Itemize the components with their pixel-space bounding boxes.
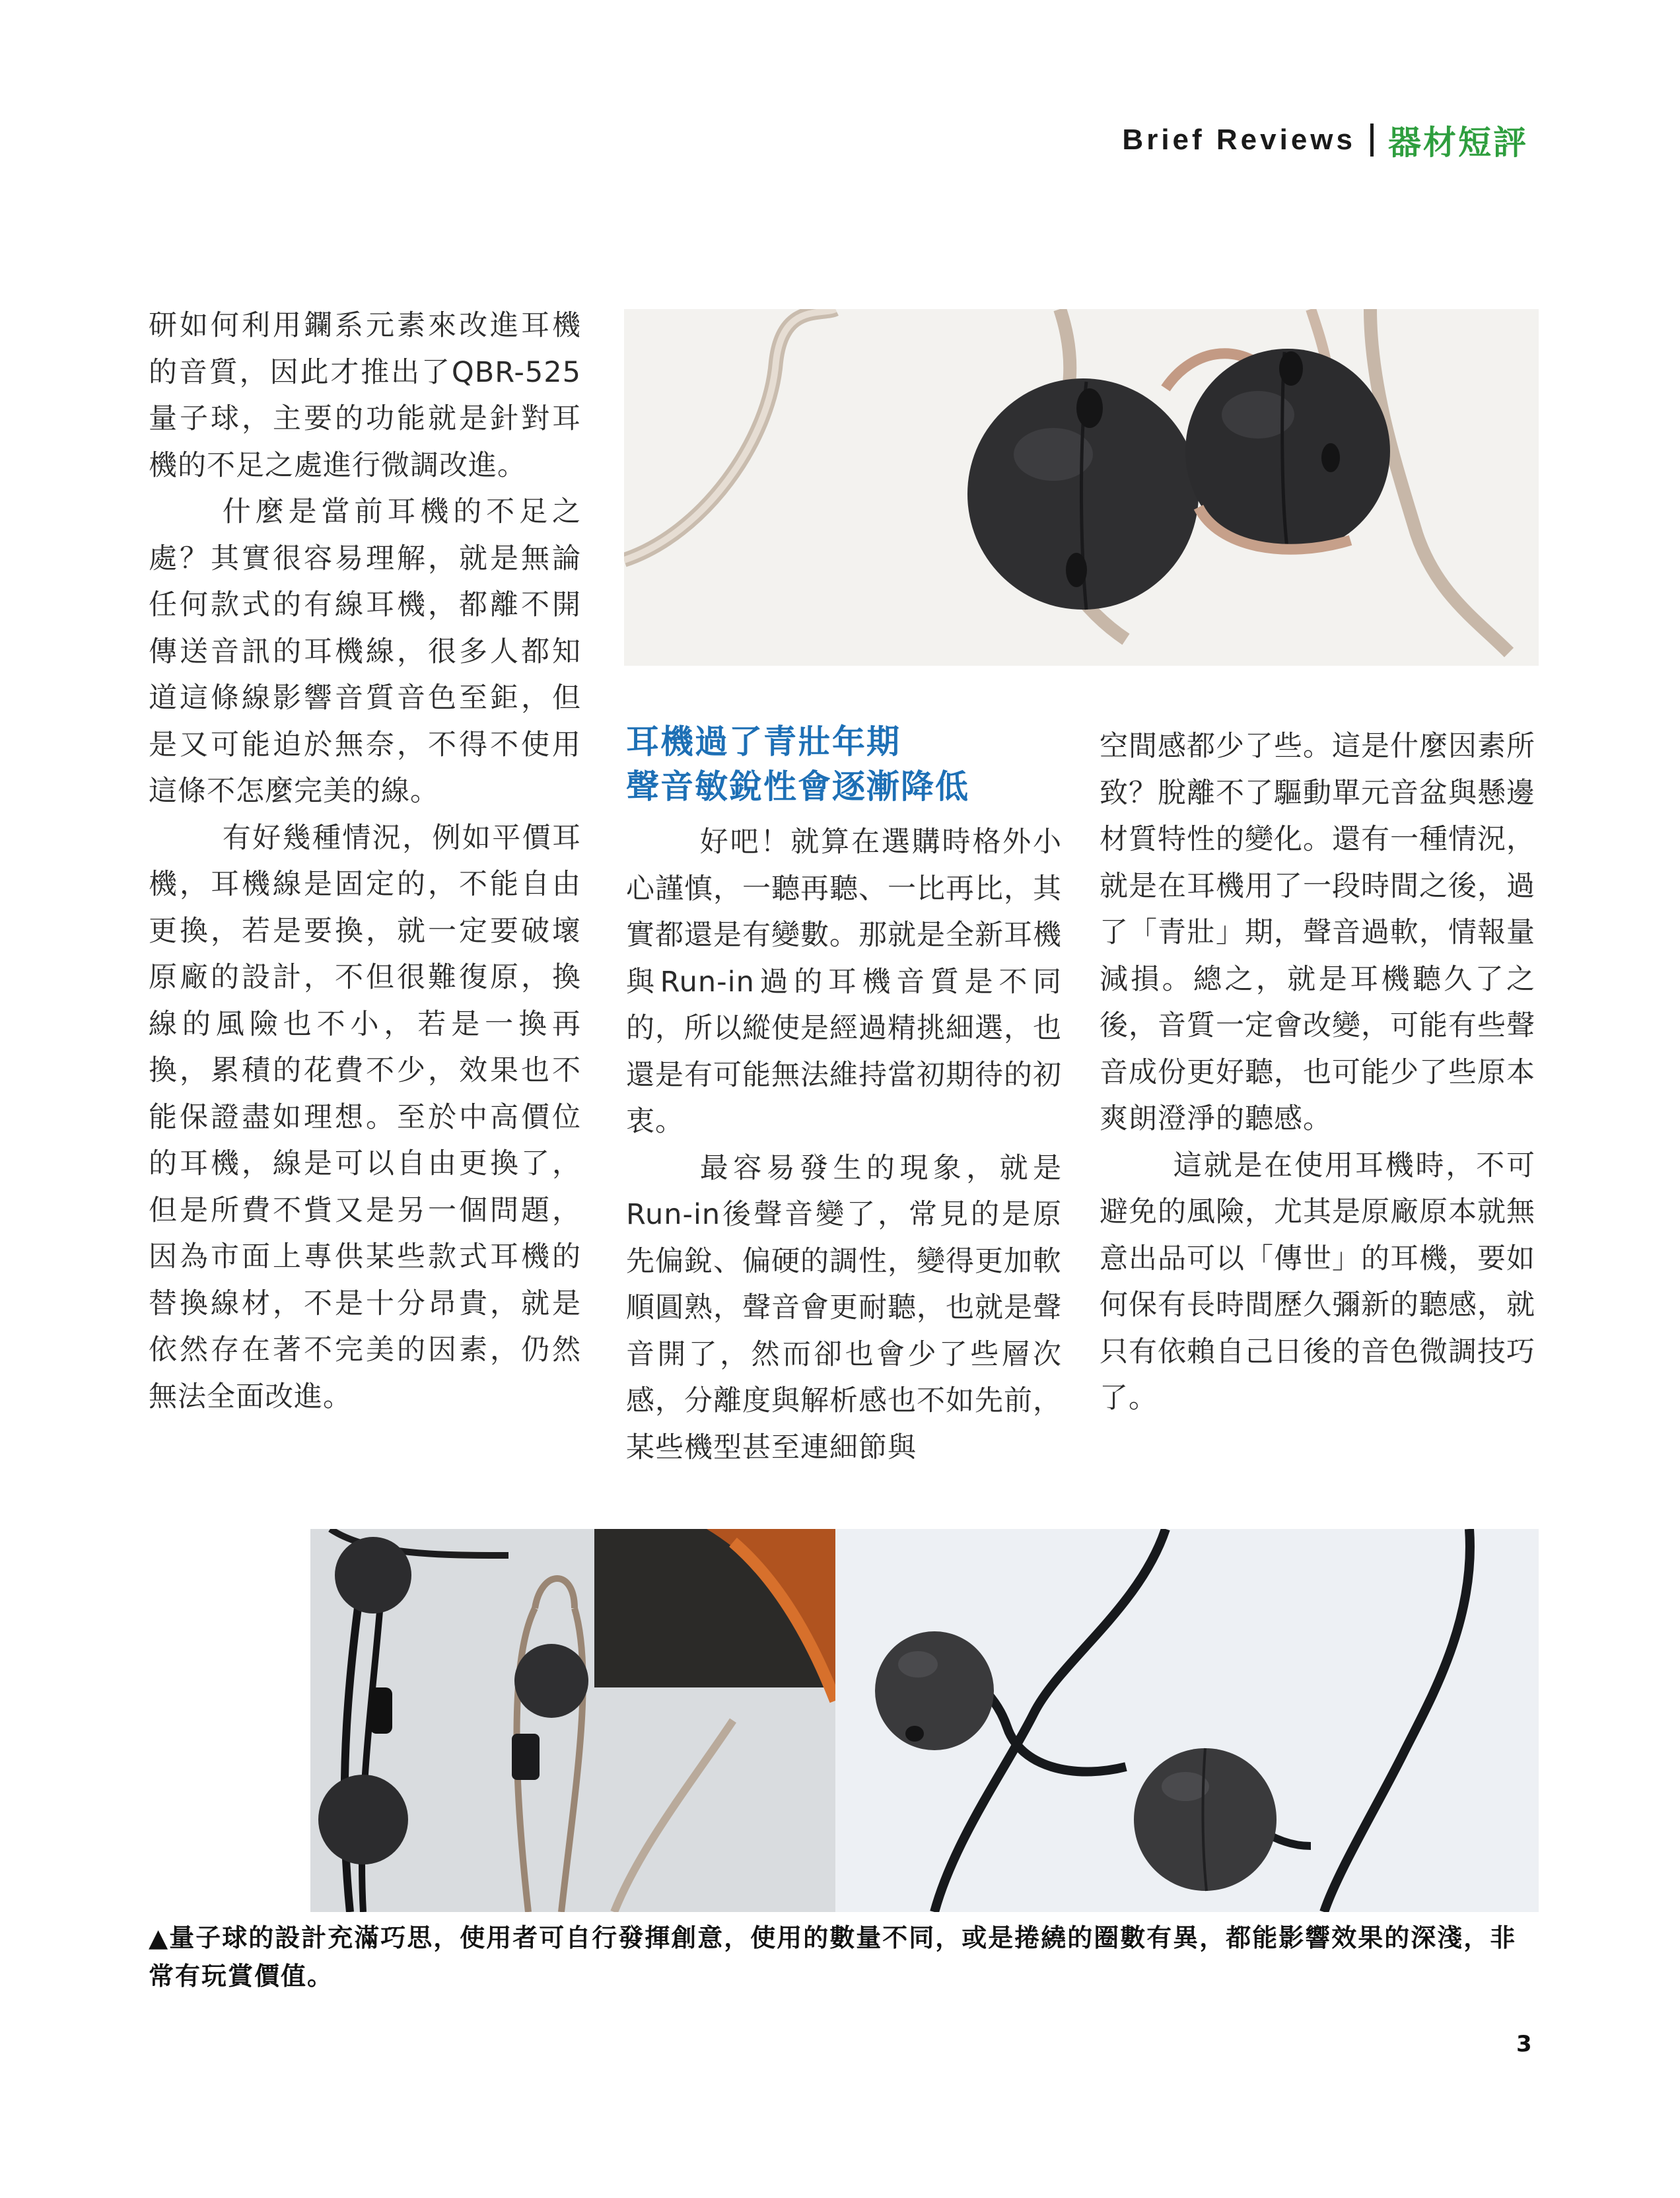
article-column-3 [1100, 723, 1535, 1422]
paragraph: 最容易發生的現象，就是Run-in後聲音變了，常見的是原先偏銳、偏硬的調性，變得更加軟順圓熟，聲音會更耐聽，也就是聲音開了，然而卻也會少了些層次感，分離度與解析感也不如先前，某些機型甚至連細節與 [626, 1151, 1062, 1464]
photo-balls-on-headphone-cable [310, 1529, 835, 1912]
column2-subhead [626, 720, 1062, 810]
section-divider [1370, 124, 1374, 157]
subhead-line-2: 聲音敏銳性會逐漸降低 [626, 767, 969, 806]
section-title-zh: 器材短評 [1388, 124, 1528, 162]
paragraph: 有好幾種情況，例如平價耳機，耳機線是固定的，不能自由更換，若是要換，就一定要破壞原廠的設計，不但很難復原，換線的風險也不小，若是一換再換，累積的花費不少，效果也不能保證盡如理想。至於中高價位的耳機，線是可以自由更換了，但是所費不貲又是另一個問題，因為市面上專供某些款式耳機的替換線材，不是十分昂貴，就是依然存在著不完美的因素，仍然無法全面改進。 [149, 821, 581, 1413]
photo-caption: ▲量子球的設計充滿巧思，使用者可自行發揮創意，使用的數量不同，或是捲繞的圈數有異，都能影響效果的深淺，非常有玩賞價值。 [149, 1923, 1517, 1991]
paragraph: 研如何利用鑭系元素來改進耳機的音質，因此才推出了QBR-525量子球，主要的功能就是針對耳機的不足之處進行微調改進。 [149, 309, 581, 482]
photo-quantum-balls-on-cable [624, 309, 1539, 666]
article-column-2 [626, 819, 1062, 1471]
article-column-1 [149, 302, 581, 1420]
section-title-en: Brief Reviews [1122, 124, 1356, 156]
section-header [1122, 116, 1528, 164]
paragraph: 好吧！就算在選購時格外小心謹慎，一聽再聽、一比再比，其實都還是有變數。那就是全新耳機與Run-in過的耳機音質是不同的，所以縱使是經過精挑細選，也還是有可能無法維持當初期待的初衷。 [626, 826, 1062, 1138]
paragraph: 空間感都少了些。這是什麼因素所致？脫離不了驅動單元音盆與懸邊材質特性的變化。還有一種情況，就是在耳機用了一段時間之後，過了「青壯」期，聲音過軟，情報量減損。總之，就是耳機聽久了之後，音質一定會改變，可能有些聲音成份更好聽，也可能少了些原本爽朗澄淨的聽感。 [1100, 730, 1535, 1135]
photo-balls-on-black-cable [835, 1529, 1539, 1912]
page-number: 3 [1516, 2031, 1532, 2057]
subhead-line-1: 耳機過了青壯年期 [626, 723, 901, 761]
paragraph: 這就是在使用耳機時，不可避免的風險，尤其是原廠原本就無意出品可以「傳世」的耳機，要如何保有長時間歷久彌新的聽感，就只有依賴自己日後的音色微調技巧了。 [1100, 1149, 1535, 1415]
paragraph: 什麼是當前耳機的不足之處？其實很容易理解，就是無論任何款式的有線耳機，都離不開傳送音訊的耳機線，很多人都知道這條線影響音質音色至鉅，但是又可能迫於無奈，不得不使用這條不怎麼完美的線。 [149, 495, 581, 808]
